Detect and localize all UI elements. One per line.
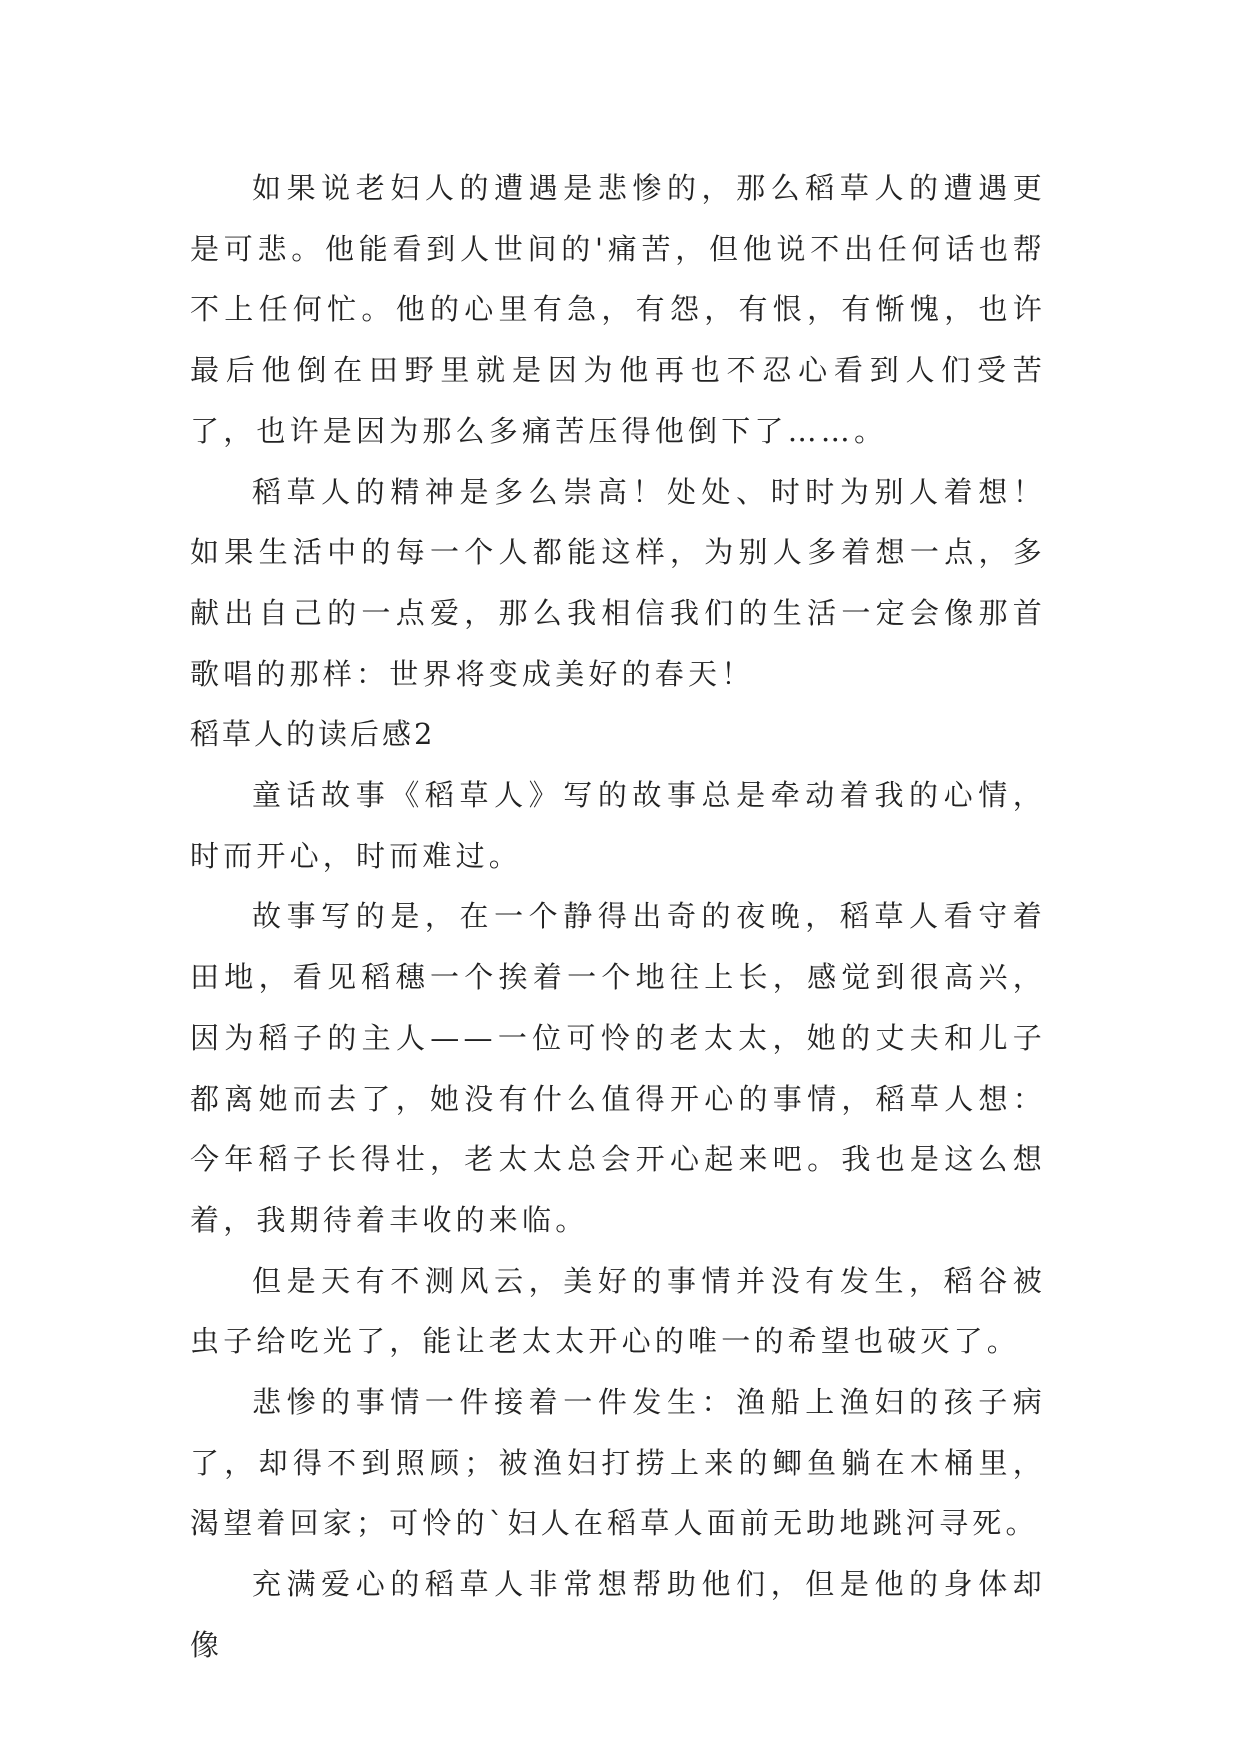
document-body [190, 158, 1046, 1676]
paragraph-old-woman-fate: 如果说老妇人的遭遇是悲惨的，那么稻草人的遭遇更是可悲。他能看到人世间的'痛苦，但他说不出任何话也帮不上任何忙。他的心里有急，有怨，有恨，有惭愧，也许最后他倒在田野里就是因为他再也不忍心看到人们受苦了，也许是因为那么多痛苦压得他倒下了……。 [190, 171, 1046, 448]
paragraph-scarecrow-wish: 充满爱心的稻草人非常想帮助他们，但是他的身体却像 [190, 1567, 1046, 1662]
section-title: 稻草人的读后感2 [190, 717, 436, 752]
paragraph-tragedies: 悲惨的事情一件接着一件发生：渔船上渔妇的孩子病了，却得不到照顾；被渔妇打捞上来的鲫鱼躺在木桶里，渴望着回家；可怜的`妇人在稻草人面前无助地跳河寻死。 [190, 1385, 1046, 1541]
paragraph-misfortune: 但是天有不测风云，美好的事情并没有发生，稻谷被虫子给吃光了，能让老太太开心的唯一的希望也破灭了。 [190, 1263, 1046, 1359]
paragraph-scarecrow-spirit: 稻草人的精神是多么崇高！处处、时时为别人着想！如果生活中的每一个人都能这样，为别人多着想一点，多献出自己的一点爱，那么我相信我们的生活一定会像那首歌唱的那样：世界将变成美好的春天！ [190, 474, 1046, 691]
paragraph-story-summary: 故事写的是，在一个静得出奇的夜晚，稻草人看守着田地，看见稻穗一个挨着一个地往上长，感觉到很高兴，因为稻子的主人——一位可怜的老太太，她的丈夫和儿子都离她而去了，她没有什么值得开心的事情，稻草人想：今年稻子长得壮，老太太总会开心起来吧。我也是这么想着，我期待着丰收的来临。 [190, 899, 1046, 1237]
paragraph-intro: 童话故事《稻草人》写的故事总是牵动着我的心情，时而开心，时而难过。 [190, 778, 1046, 873]
